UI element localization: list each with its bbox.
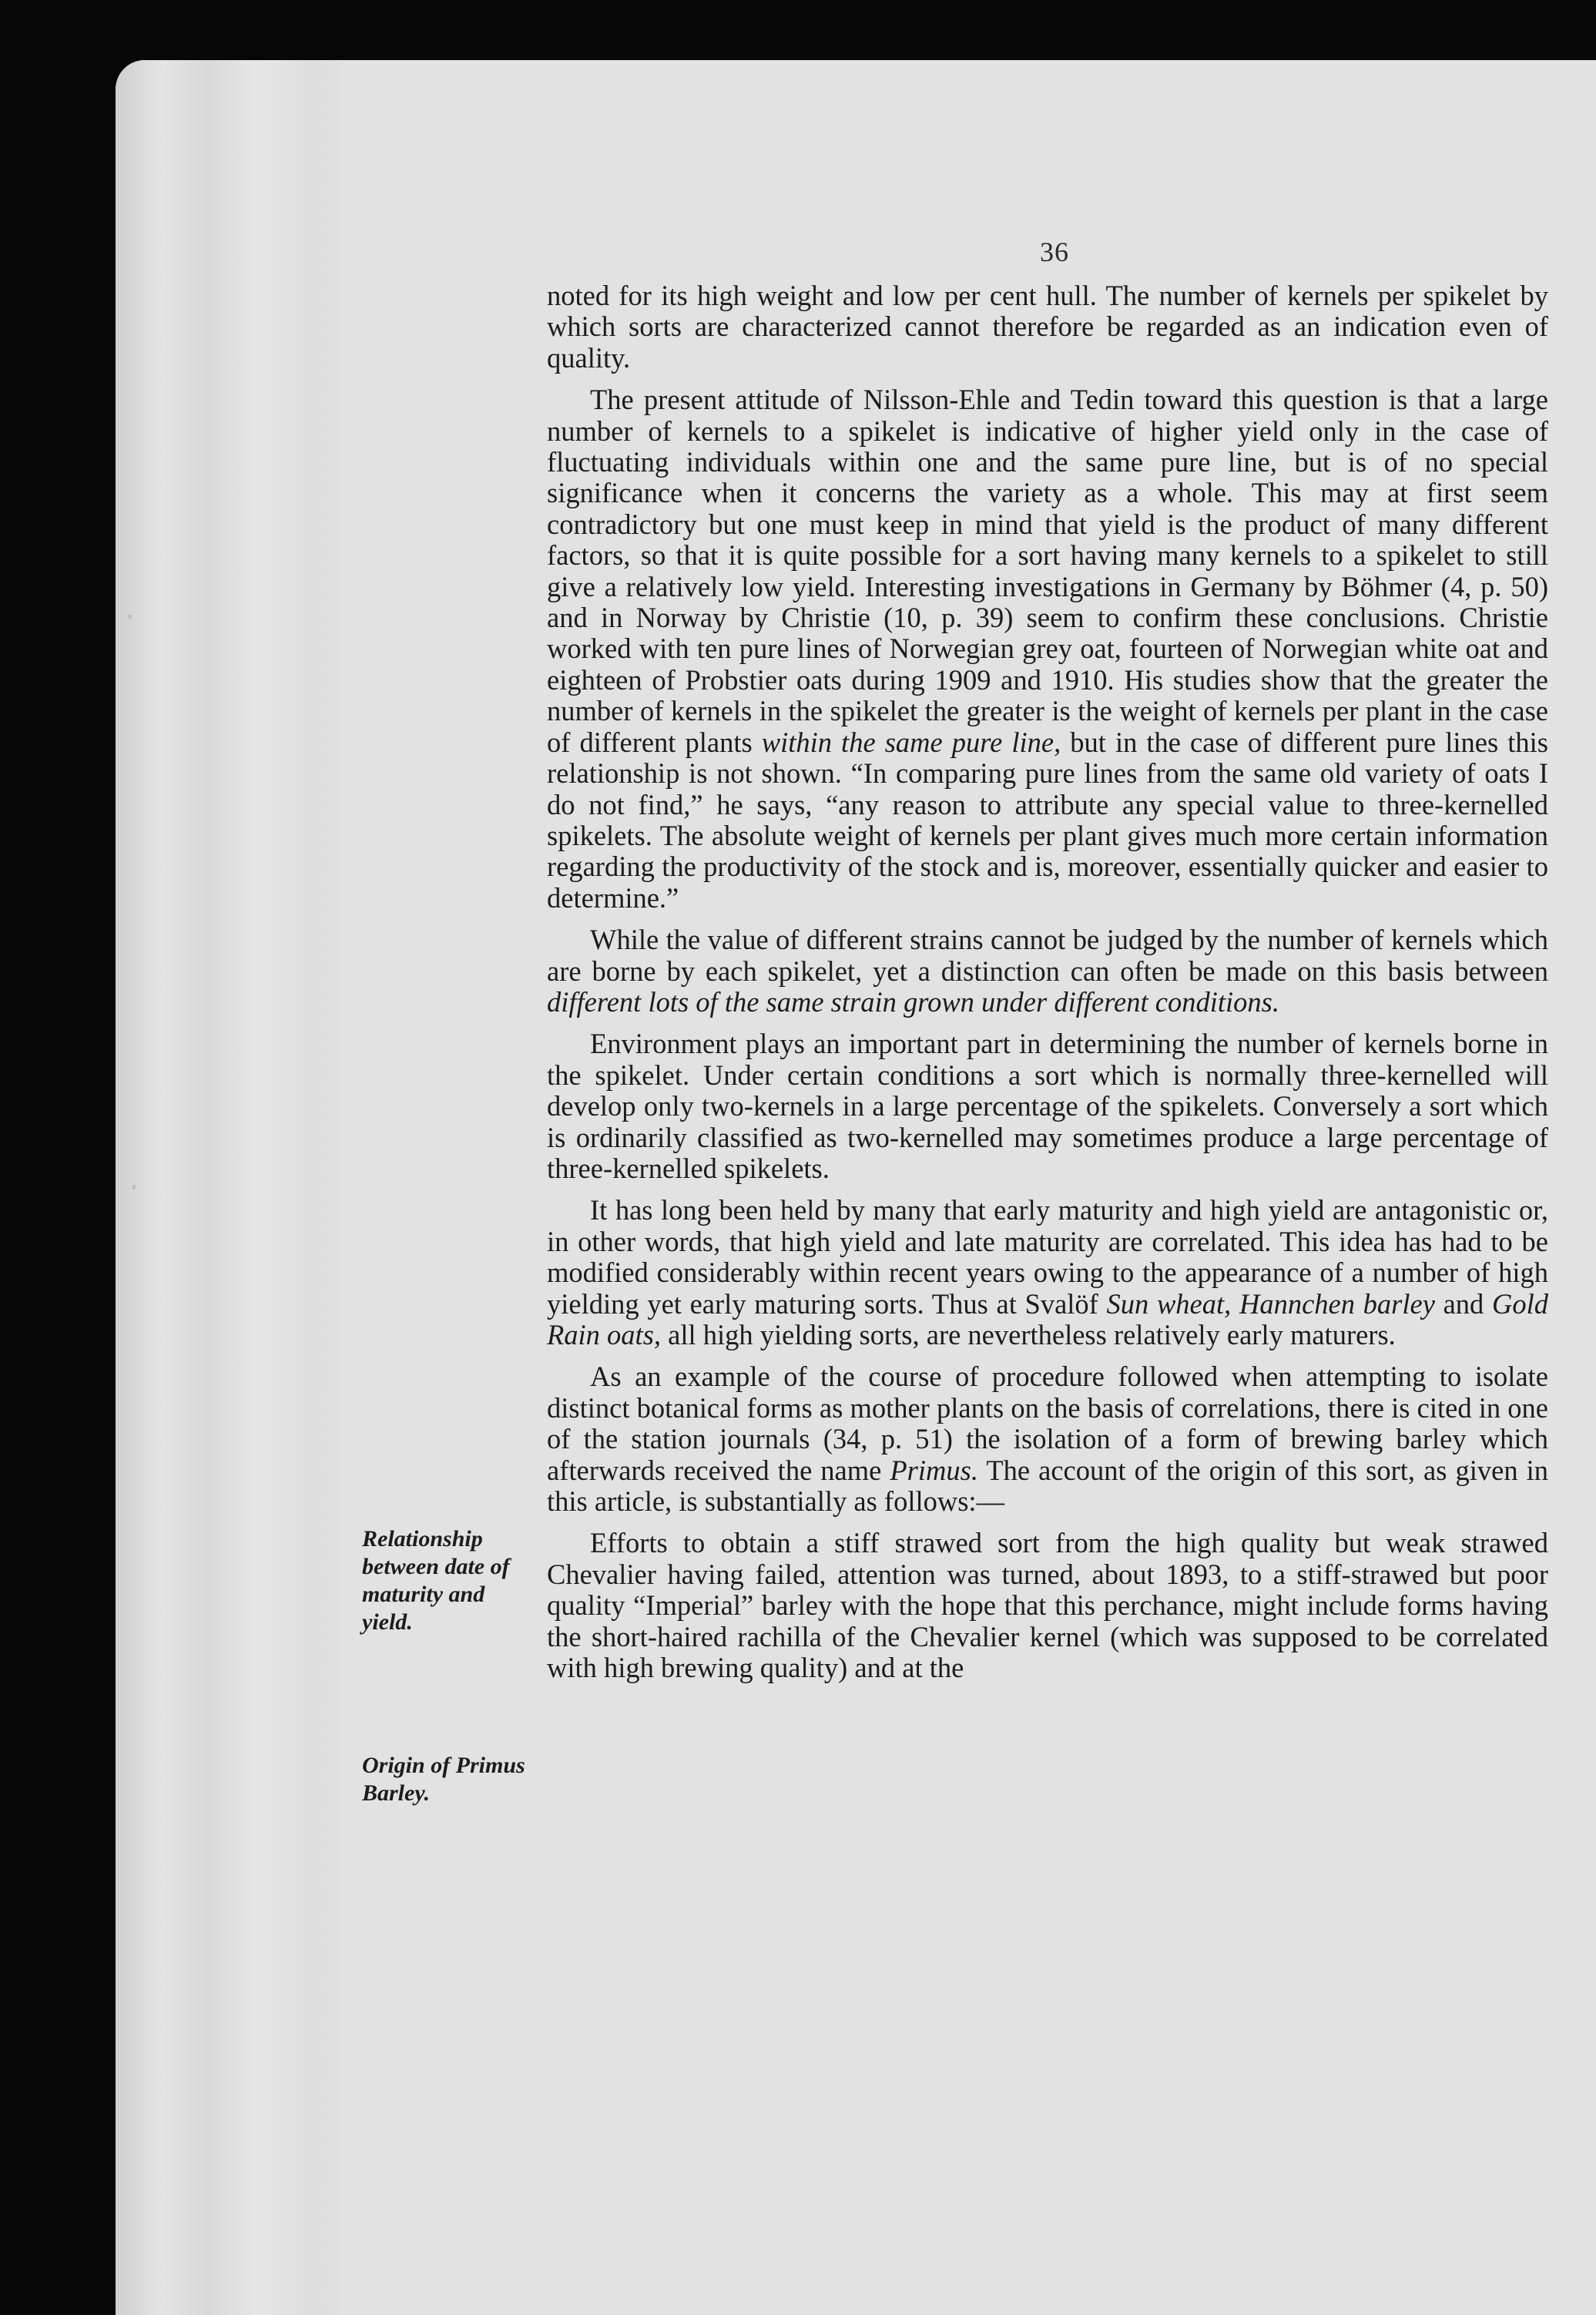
text-run: but in the case of different pure lines this relationship is not shown. “In comparing pure lines from the same old variety of oats I do not find,” he says, “any reason to attribute any special value to three-kernelled spikelets. The absolute weight of kernels per plant gives much more certain information regarding the productivity of the stock and is, moreover, essentially quicker and easier to determine.” xyxy=(547,726,1548,914)
page-speck xyxy=(132,1185,136,1189)
side-note-primus-barley: Origin of Primus Barley. xyxy=(362,1753,525,1806)
italic-text: within the same pure line, xyxy=(761,726,1061,758)
page-gutter xyxy=(116,60,347,2315)
paragraph xyxy=(547,1028,1548,1184)
paragraph xyxy=(547,1528,1548,1683)
paragraph xyxy=(547,924,1548,1018)
italic-text: different lots of the same strain grown under different conditions. xyxy=(547,985,1279,1018)
text-run: all high yielding sorts, are nevertheless relatively early maturers. xyxy=(661,1319,1396,1350)
text-run: The present attitude of Nilsson-Ehle and Tedin toward this question is that a large number of kernels to a spikelet is indicative of higher yield only in the case of fluctuating individuals within one and the same pure line, but is of no special significance when it concerns the variety as a whole. This may at first seem contradictory but one must keep in mind that yield is the product of many different factors, so that it is quite possible for a sort having many kernels to a spikelet to still give a relatively low yield. Interesting investigations in Germany by Böhmer (4, p. 50) and in Norway by Christie (10, p. 39) seem to confirm these conclusions. Christie worked with ten pure lines of Norwegian grey oat, fourteen of Norwegian white oat and eighteen of Probstier oats during 1909 and 1910. His studies show that the greater the number of kernels in the spikelet the greater is the weight of kernels per plant in the case of different plants xyxy=(547,384,1548,758)
text-run: It has long been held by many that early maturity and high yield are antagonistic or, in other words, that high yield and late maturity are correlated. This idea has had to be modified considerably within recent years owing to the appearance of a number of high yielding yet early maturing sorts. Thus at Svalöf xyxy=(547,1194,1548,1320)
page-number: 36 xyxy=(1040,237,1069,267)
text-run: and xyxy=(1434,1287,1492,1320)
paragraph xyxy=(547,280,1548,374)
text-run: Efforts to obtain a stiff strawed sort from the high quality but weak strawed Chevalier having failed, attention was turned, about 1893, to a stiff-strawed but poor quality “Imperial” barley with the hope that this perchance, might include forms having the short-haired rachilla of the Chevalier kernel (which was supposed to be correlated with high brewing quality) and at the xyxy=(547,1527,1548,1684)
body-text xyxy=(547,280,1548,1694)
text-run: While the value of different strains cannot be judged by the number of kernels which are borne by each spikelet, yet a distinction can often be made on this basis between xyxy=(547,924,1548,987)
paragraph xyxy=(547,1361,1548,1517)
italic-text: Gold Rain oats, xyxy=(547,1287,1548,1350)
page-speck xyxy=(128,615,132,619)
side-note-maturity-yield: Relationship between date of maturity and yield. xyxy=(362,1526,510,1635)
book-page xyxy=(116,60,1596,2315)
text-run: noted for its high weight and low per cent hull. The number of kernels per spikelet by which sorts are characterized cannot therefore be regarded as an indication even of quality. xyxy=(547,280,1548,374)
text-run: The account of the origin of this sort, as given in this article, is substantially as follows:— xyxy=(547,1454,1548,1518)
text-run: As an example of the course of procedure followed when attempting to isolate distinct botanical forms as mother plants on the basis of correlations, there is cited in one of the station journals (34, p. 51) the isolation of a form of brewing barley which afterwards received the name xyxy=(547,1360,1548,1486)
italic-text: Primus. xyxy=(890,1454,978,1486)
paragraph xyxy=(547,1195,1548,1350)
italic-text: Sun wheat, Hannchen barley xyxy=(1106,1287,1435,1320)
paragraph xyxy=(547,384,1548,914)
text-run: Environment plays an important part in determining the number of kernels borne in the spikelet. Under certain conditions a sort which is normally three-kernelled will develop only two-kernels in a large percentage of the spikelets. Conversely a sort which is ordinarily classified as two-kernelled may sometimes produce a large percentage of three-kernelled spikelets. xyxy=(547,1028,1548,1184)
